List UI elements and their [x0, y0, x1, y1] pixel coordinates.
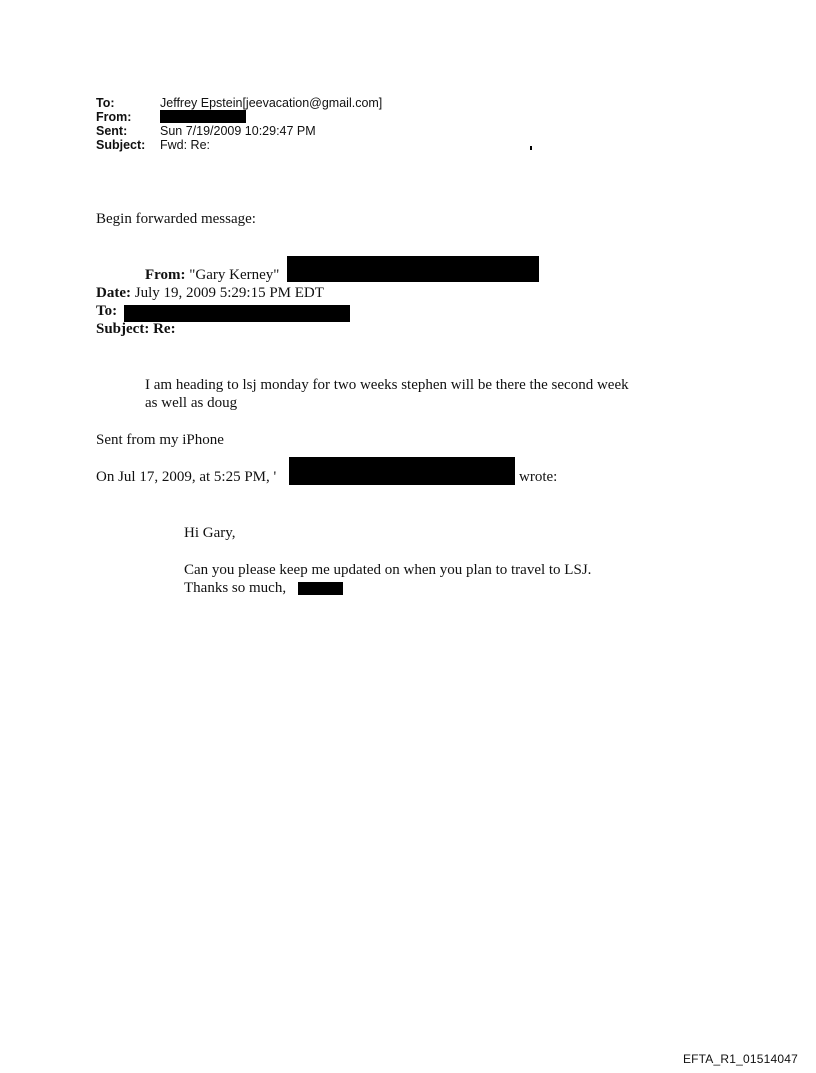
- sent-label: Sent:: [96, 124, 128, 138]
- quote-intro-pre: On Jul 17, 2009, at 5:25 PM, ': [96, 469, 277, 485]
- quote-line-2: Thanks so much,: [184, 580, 287, 596]
- message-line-2: as well as doug: [145, 395, 238, 411]
- header-from-row: [96, 110, 382, 124]
- stray-mark: [530, 146, 532, 150]
- quote-greeting: Hi Gary,: [184, 525, 236, 541]
- forwarded-to-line: [96, 303, 117, 320]
- header-sent-row: [96, 124, 382, 138]
- sent-value: Sun 7/19/2009 10:29:47 PM: [160, 124, 316, 138]
- quote-sender-redaction: [289, 457, 515, 485]
- email-header: [96, 96, 382, 152]
- forwarded-date-value: July 19, 2009 5:29:15 PM EDT: [134, 285, 324, 301]
- quote-line-1: Can you please keep me updated on when you plan to travel to LSJ.: [184, 562, 592, 578]
- document-id: EFTA_R1_01514047: [682, 1052, 798, 1066]
- forwarded-subject-line: Subject: Re:: [96, 321, 176, 337]
- from-redaction: [160, 110, 246, 123]
- header-subject-row: [96, 138, 382, 152]
- forwarded-from-line: [145, 267, 279, 284]
- to-label: To:: [96, 96, 115, 110]
- forwarded-date-label: Date:: [96, 285, 131, 301]
- to-value: Jeffrey Epstein[jeevacation@gmail.com]: [160, 96, 383, 110]
- subject-value: Fwd: Re:: [160, 138, 211, 152]
- forwarded-from-redaction: [287, 256, 539, 282]
- forwarded-to-label: To:: [96, 303, 118, 319]
- forwarded-date-line: [96, 285, 324, 302]
- begin-forwarded-text: Begin forwarded message:: [96, 211, 256, 227]
- from-label: From:: [96, 110, 132, 124]
- forwarded-to-redaction: [124, 305, 350, 322]
- subject-label: Subject:: [96, 138, 146, 152]
- forwarded-from-value: "Gary Kerney": [189, 267, 280, 283]
- forwarded-from-label: From:: [145, 267, 186, 283]
- quote-intro-post: wrote:: [519, 469, 558, 485]
- signature-text: Sent from my iPhone: [96, 432, 224, 448]
- header-to-row: [96, 96, 382, 110]
- quote-signoff-redaction: [298, 582, 343, 595]
- message-line-1: I am heading to lsj monday for two weeks stephen will be there the second week: [145, 377, 629, 393]
